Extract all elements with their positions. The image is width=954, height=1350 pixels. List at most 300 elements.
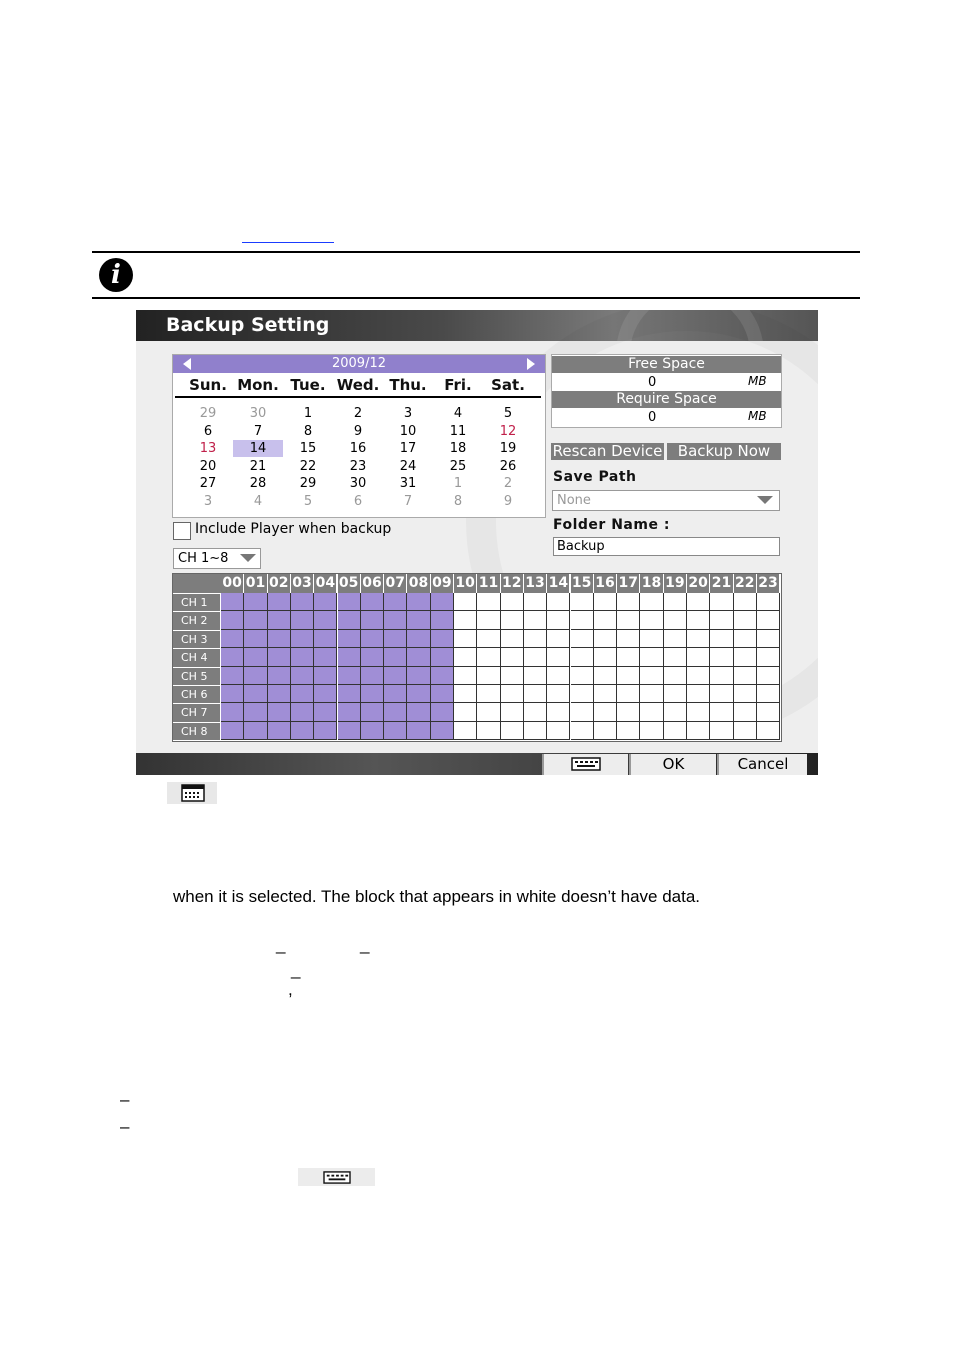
grid-cell[interactable] [477, 593, 500, 611]
hour-header: 12 [502, 575, 522, 591]
calendar-day[interactable]: 27 [199, 476, 217, 492]
grid-cell[interactable] [687, 703, 710, 721]
grid-cell[interactable] [757, 667, 780, 685]
calendar-day[interactable]: 28 [249, 476, 267, 492]
keyboard-button[interactable] [542, 754, 628, 775]
grid-cell[interactable] [384, 630, 407, 648]
calendar-day[interactable]: 23 [349, 458, 367, 474]
grid-cell[interactable] [664, 703, 687, 721]
grid-cell[interactable] [571, 703, 594, 721]
cancel-button[interactable]: Cancel [717, 754, 807, 775]
free-space-value: 0 [648, 375, 657, 390]
calendar-day[interactable]: 31 [399, 476, 417, 492]
grid-cell[interactable] [431, 593, 454, 611]
calendar-day[interactable]: 13 [199, 441, 217, 457]
backup-setting-dialog [136, 310, 818, 775]
grid-cell[interactable] [384, 722, 407, 740]
grid-cell[interactable] [734, 667, 757, 685]
grid-cell[interactable] [547, 630, 570, 648]
calendar-day[interactable]: 9 [353, 423, 363, 439]
grid-cell[interactable] [547, 593, 570, 611]
grid-cell[interactable] [524, 722, 547, 740]
grid-cell[interactable] [291, 703, 314, 721]
grid-cell[interactable] [384, 685, 407, 703]
hour-header: 17 [618, 575, 638, 591]
calendar-day[interactable]: 5 [303, 494, 313, 509]
calendar-day[interactable]: 7 [403, 494, 413, 509]
grid-cell[interactable] [524, 593, 547, 611]
hour-header: 21 [711, 575, 732, 591]
grid-cell[interactable] [734, 685, 757, 703]
grid-cell[interactable] [407, 648, 430, 666]
hour-header: 03 [292, 575, 312, 591]
grid-cell[interactable] [431, 648, 454, 666]
hour-channel-grid [172, 573, 782, 742]
grid-cell[interactable] [617, 593, 640, 611]
grid-cell[interactable] [338, 667, 361, 685]
calendar-day[interactable]: 18 [449, 441, 467, 457]
calendar-day[interactable]: 20 [199, 458, 217, 474]
grid-cell[interactable] [477, 648, 500, 666]
grid-cell[interactable] [501, 648, 524, 666]
grid-cell[interactable] [640, 667, 663, 685]
grid-cell[interactable] [594, 667, 617, 685]
grid-cell[interactable] [314, 593, 337, 611]
grid-cell[interactable] [594, 593, 617, 611]
grid-cell[interactable] [338, 648, 361, 666]
grid-cell[interactable] [431, 667, 454, 685]
weekday-header: Mon. [237, 376, 279, 394]
grid-cell[interactable] [291, 667, 314, 685]
grid-cell[interactable] [547, 722, 570, 740]
grid-cell[interactable] [477, 685, 500, 703]
grid-cell[interactable] [640, 611, 663, 629]
calendar-day[interactable]: 2 [353, 406, 363, 421]
grid-cell[interactable] [710, 722, 733, 740]
grid-cell[interactable] [734, 722, 757, 740]
grid-cell[interactable] [454, 648, 477, 666]
calendar-day[interactable]: 29 [299, 476, 317, 492]
calendar [172, 354, 546, 518]
grid-cell[interactable] [268, 685, 291, 703]
grid-cell[interactable] [734, 611, 757, 629]
calendar-day[interactable]: 2 [503, 476, 513, 492]
calendar-day[interactable]: 11 [449, 423, 467, 439]
calendar-day[interactable]: 16 [349, 441, 367, 457]
grid-cell[interactable] [314, 630, 337, 648]
grid-cell[interactable] [314, 703, 337, 721]
hour-header: 10 [455, 575, 475, 591]
calendar-day[interactable]: 10 [399, 423, 417, 439]
grid-cell[interactable] [501, 722, 524, 740]
channel-group-value: CH 1~8 [178, 551, 229, 566]
chevron-down-icon [757, 496, 773, 504]
body-text-sentence: when it is selected. The block that appears in white doesn’t have data. [173, 887, 701, 906]
grid-cell[interactable] [384, 593, 407, 611]
grid-cell[interactable] [268, 630, 291, 648]
grid-cell[interactable] [571, 630, 594, 648]
grid-cell[interactable] [710, 611, 733, 629]
grid-cell[interactable] [710, 685, 733, 703]
grid-cell[interactable] [291, 722, 314, 740]
grid-cell[interactable] [571, 722, 594, 740]
grid-cell[interactable] [640, 722, 663, 740]
grid-cell[interactable] [361, 667, 384, 685]
grid-cell[interactable] [244, 685, 267, 703]
grid-cell[interactable] [454, 667, 477, 685]
grid-cell[interactable] [734, 630, 757, 648]
grid-cell[interactable] [571, 667, 594, 685]
hyperlink-underline[interactable] [242, 242, 334, 243]
grid-cell[interactable] [431, 685, 454, 703]
grid-cell[interactable] [384, 648, 407, 666]
grid-cell[interactable] [501, 630, 524, 648]
calendar-day[interactable]: 1 [453, 476, 463, 492]
channel-row-label: CH 2 [173, 612, 220, 629]
next-month-arrow-icon[interactable] [527, 358, 535, 370]
calendar-day[interactable]: 3 [403, 406, 413, 421]
grid-cell[interactable] [244, 722, 267, 740]
grid-cell[interactable] [524, 630, 547, 648]
grid-cell[interactable] [571, 593, 594, 611]
calendar-day[interactable]: 9 [503, 494, 513, 509]
grid-cell[interactable] [524, 703, 547, 721]
grid-cell[interactable] [687, 630, 710, 648]
grid-cell[interactable] [547, 648, 570, 666]
save-path-label: Save Path [553, 469, 637, 485]
grid-cell[interactable] [501, 703, 524, 721]
grid-cell[interactable] [338, 611, 361, 629]
grid-cell[interactable] [454, 630, 477, 648]
grid-cell[interactable] [338, 593, 361, 611]
grid-cell[interactable] [407, 611, 430, 629]
grid-cell[interactable] [547, 703, 570, 721]
calendar-day[interactable]: 22 [299, 458, 317, 474]
grid-cell[interactable] [268, 593, 291, 611]
dialog-bottom-bar [136, 753, 818, 775]
grid-cell[interactable] [757, 630, 780, 648]
calendar-day[interactable]: 30 [249, 406, 267, 421]
grid-cell[interactable] [431, 703, 454, 721]
grid-cell[interactable] [640, 685, 663, 703]
grid-cell[interactable] [454, 722, 477, 740]
grid-cell[interactable] [338, 630, 361, 648]
calendar-day[interactable]: 19 [499, 441, 517, 457]
grid-cell[interactable] [640, 593, 663, 611]
grid-cell[interactable] [687, 667, 710, 685]
grid-cell[interactable] [477, 722, 500, 740]
grid-cell[interactable] [244, 667, 267, 685]
grid-cell[interactable] [361, 648, 384, 666]
calendar-day[interactable]: 14 [233, 440, 283, 457]
grid-cell[interactable] [640, 630, 663, 648]
grid-cell[interactable] [244, 630, 267, 648]
hour-header: 13 [525, 575, 545, 591]
grid-cell[interactable] [221, 685, 244, 703]
backup-now-button[interactable]: Backup Now [667, 443, 781, 460]
grid-cell[interactable] [501, 611, 524, 629]
grid-cell[interactable] [571, 611, 594, 629]
hour-header: 05 [338, 575, 359, 591]
rescan-device-button[interactable]: Rescan Device [552, 442, 663, 460]
grid-cell[interactable] [757, 593, 780, 611]
calendar-grid-icon [181, 784, 205, 802]
grid-cell[interactable] [454, 611, 477, 629]
grid-cell[interactable] [338, 685, 361, 703]
grid-cell[interactable] [221, 667, 244, 685]
text-fragment-dash: – [120, 1090, 130, 1109]
grid-cell[interactable] [291, 611, 314, 629]
grid-cell[interactable] [384, 667, 407, 685]
grid-cell[interactable] [640, 648, 663, 666]
prev-month-arrow-icon[interactable] [183, 358, 191, 370]
grid-cell[interactable] [710, 667, 733, 685]
grid-cell[interactable] [664, 630, 687, 648]
grid-cell[interactable] [757, 685, 780, 703]
grid-cell[interactable] [687, 593, 710, 611]
grid-cell[interactable] [524, 667, 547, 685]
grid-cell[interactable] [594, 611, 617, 629]
grid-cell[interactable] [664, 611, 687, 629]
weekday-header: Fri. [444, 376, 472, 394]
grid-cell[interactable] [617, 722, 640, 740]
grid-cell[interactable] [454, 685, 477, 703]
grid-cell[interactable] [664, 685, 687, 703]
calendar-day[interactable]: 1 [303, 406, 313, 421]
grid-cell[interactable] [221, 703, 244, 721]
grid-cell[interactable] [431, 722, 454, 740]
grid-cell[interactable] [407, 722, 430, 740]
calendar-day[interactable]: 17 [399, 441, 417, 457]
grid-cell[interactable] [594, 703, 617, 721]
calendar-day[interactable]: 7 [253, 423, 263, 439]
grid-cell[interactable] [640, 703, 663, 721]
grid-cell[interactable] [268, 667, 291, 685]
grid-cell[interactable] [314, 722, 337, 740]
hour-header: 16 [595, 575, 615, 591]
free-space-label: Free Space [552, 356, 781, 373]
grid-cell[interactable] [407, 593, 430, 611]
grid-cell[interactable] [361, 703, 384, 721]
grid-cell[interactable] [431, 630, 454, 648]
grid-cell[interactable] [268, 703, 291, 721]
calendar-day[interactable]: 8 [453, 494, 463, 509]
grid-cell[interactable] [710, 648, 733, 666]
grid-cell[interactable] [244, 648, 267, 666]
grid-cell[interactable] [314, 667, 337, 685]
grid-cell[interactable] [687, 685, 710, 703]
hour-header: 23 [758, 575, 778, 591]
grid-cell[interactable] [734, 593, 757, 611]
channel-row-label: CH 1 [173, 594, 220, 611]
calendar-day[interactable]: 8 [303, 423, 313, 439]
grid-cell[interactable] [244, 703, 267, 721]
calendar-day[interactable]: 6 [353, 494, 363, 509]
channel-row-label: CH 6 [173, 686, 220, 703]
calendar-day[interactable]: 4 [253, 494, 263, 509]
grid-cell[interactable] [384, 703, 407, 721]
grid-cell[interactable] [617, 648, 640, 666]
calendar-day[interactable]: 6 [203, 423, 213, 439]
channel-row-label: CH 8 [173, 723, 220, 740]
grid-cell[interactable] [524, 648, 547, 666]
keyboard-icon-inline [298, 1168, 375, 1186]
calendar-month-label: 2009/12 [331, 356, 386, 371]
grid-cell[interactable] [734, 703, 757, 721]
grid-cell[interactable] [477, 611, 500, 629]
grid-cell[interactable] [477, 703, 500, 721]
grid-cell[interactable] [221, 630, 244, 648]
calendar-day[interactable]: 12 [499, 423, 517, 439]
hour-header: 06 [362, 575, 382, 591]
grid-cell[interactable] [687, 722, 710, 740]
grid-cell[interactable] [314, 648, 337, 666]
grid-cell[interactable] [221, 593, 244, 611]
grid-cell[interactable] [268, 611, 291, 629]
calendar-day[interactable]: 3 [203, 494, 213, 509]
calendar-day[interactable]: 15 [299, 441, 317, 457]
calendar-day[interactable]: 5 [503, 406, 513, 421]
grid-cell[interactable] [361, 630, 384, 648]
grid-cell[interactable] [571, 648, 594, 666]
grid-cell[interactable] [268, 648, 291, 666]
grid-cell[interactable] [291, 685, 314, 703]
hour-header: 11 [478, 575, 499, 591]
grid-cell[interactable] [664, 722, 687, 740]
chevron-down-icon [240, 554, 256, 562]
grid-cell[interactable] [221, 722, 244, 740]
save-path-select[interactable] [552, 490, 780, 511]
grid-cell[interactable] [594, 630, 617, 648]
grid-cell[interactable] [314, 611, 337, 629]
save-path-value: None [557, 493, 591, 508]
hour-header: 02 [269, 575, 289, 591]
grid-cell[interactable] [757, 703, 780, 721]
grid-cell[interactable] [571, 685, 594, 703]
calendar-day[interactable]: 30 [349, 476, 367, 492]
ok-button[interactable]: OK [629, 754, 716, 775]
grid-cell[interactable] [407, 685, 430, 703]
grid-cell[interactable] [664, 593, 687, 611]
grid-cell[interactable] [454, 593, 477, 611]
text-fragment-dash: _ [291, 960, 301, 979]
grid-cell[interactable] [594, 648, 617, 666]
hour-header: 00 [222, 575, 242, 591]
require-space-label: Require Space [552, 391, 781, 408]
hour-header: 14 [548, 575, 569, 591]
grid-cell[interactable] [710, 593, 733, 611]
grid-cell[interactable] [687, 611, 710, 629]
grid-cell[interactable] [221, 648, 244, 666]
grid-cell[interactable] [734, 648, 757, 666]
calendar-day[interactable]: 21 [249, 458, 267, 474]
grid-cell[interactable] [501, 667, 524, 685]
grid-cell[interactable] [407, 667, 430, 685]
grid-cell[interactable] [617, 630, 640, 648]
grid-cell[interactable] [664, 648, 687, 666]
grid-cell[interactable] [291, 648, 314, 666]
grid-cell[interactable] [361, 593, 384, 611]
channel-group-select[interactable] [173, 548, 261, 569]
require-space-unit: MB [748, 409, 767, 423]
grid-cell[interactable] [338, 722, 361, 740]
note-top-rule [92, 251, 860, 253]
grid-cell[interactable] [617, 685, 640, 703]
hour-header: 01 [245, 575, 266, 591]
grid-cell[interactable] [407, 630, 430, 648]
grid-cell[interactable] [617, 611, 640, 629]
grid-cell[interactable] [314, 685, 337, 703]
channel-row-label: CH 5 [173, 668, 220, 685]
require-space-value: 0 [648, 410, 657, 425]
grid-cell[interactable] [617, 703, 640, 721]
grid-cell[interactable] [757, 611, 780, 629]
grid-cell[interactable] [361, 685, 384, 703]
calendar-day[interactable]: 29 [199, 406, 217, 421]
grid-cell[interactable] [547, 611, 570, 629]
calendar-day[interactable]: 25 [449, 458, 467, 474]
include-player-label: Include Player when backup [195, 521, 392, 537]
folder-name-input[interactable]: Backup [553, 537, 780, 556]
channel-row-label: CH 3 [173, 631, 220, 648]
calendar-day[interactable]: 26 [499, 458, 517, 474]
grid-cell[interactable] [617, 667, 640, 685]
free-space-unit: MB [748, 374, 767, 388]
hour-header: 19 [665, 575, 685, 591]
grid-cell[interactable] [338, 703, 361, 721]
grid-cell[interactable] [361, 722, 384, 740]
grid-cell[interactable] [524, 685, 547, 703]
grid-cell[interactable] [501, 685, 524, 703]
grid-cell[interactable] [477, 667, 500, 685]
grid-cell[interactable] [291, 630, 314, 648]
grid-cell[interactable] [594, 685, 617, 703]
grid-cell[interactable] [757, 722, 780, 740]
grid-cell[interactable] [757, 648, 780, 666]
hour-header: 09 [432, 575, 452, 591]
grid-cell[interactable] [687, 648, 710, 666]
grid-cell[interactable] [407, 703, 430, 721]
grid-cell[interactable] [664, 667, 687, 685]
grid-cell[interactable] [710, 703, 733, 721]
grid-cell[interactable] [501, 593, 524, 611]
calendar-day[interactable]: 24 [399, 458, 417, 474]
weekday-header: Thu. [389, 376, 427, 394]
grid-cell[interactable] [547, 685, 570, 703]
grid-cell[interactable] [384, 611, 407, 629]
keyboard-icon [323, 1171, 351, 1184]
grid-cell[interactable] [221, 611, 244, 629]
calendar-day[interactable]: 4 [453, 406, 463, 421]
text-fragment-comma: , [288, 980, 293, 999]
note-bottom-rule [92, 297, 860, 299]
grid-cell[interactable] [547, 667, 570, 685]
include-player-checkbox[interactable] [173, 522, 191, 540]
info-icon: i [99, 258, 133, 292]
grid-cell[interactable] [291, 593, 314, 611]
grid-cell[interactable] [454, 703, 477, 721]
grid-cell[interactable] [361, 611, 384, 629]
grid-cell[interactable] [244, 611, 267, 629]
grid-cell[interactable] [710, 630, 733, 648]
grid-cell[interactable] [477, 630, 500, 648]
text-fragment-dash: _ [360, 935, 370, 954]
grid-cell[interactable] [524, 611, 547, 629]
grid-cell[interactable] [431, 611, 454, 629]
grid-cell[interactable] [268, 722, 291, 740]
grid-cell[interactable] [244, 593, 267, 611]
grid-cell[interactable] [594, 722, 617, 740]
